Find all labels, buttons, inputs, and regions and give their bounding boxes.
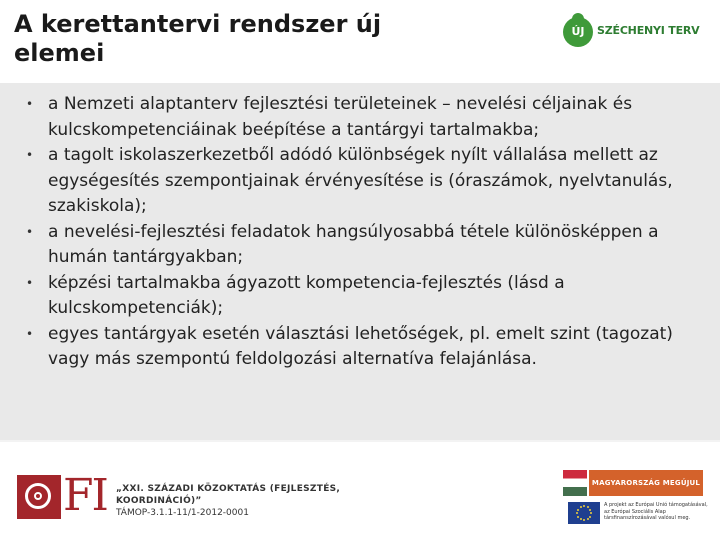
bullet-item [24, 322, 684, 373]
footer-divider [0, 440, 720, 442]
eu-star-icon [589, 509, 591, 511]
project-title-line1: „XXI. SZÁZADI KÖZOKTATÁS (FEJLESZTÉS, [116, 484, 341, 494]
szechenyi-terv-logo [563, 17, 700, 51]
eu-star-icon [577, 516, 579, 518]
eu-text-line: az Európai Szociális Alap [604, 508, 666, 515]
bullet-text: képzési tartalmakba ágyazott kompetencia-fejlesztés (lásd a kulcskompetenciák); [48, 272, 565, 318]
ofi-logo-letters: FI [63, 470, 107, 521]
ofi-logo [17, 470, 107, 521]
eu-star-icon [577, 509, 579, 511]
bullet-text: a nevelési-fejlesztési feladatok hangsúlyosabbá tétele különösképpen a humán tantárgyakban; [48, 221, 659, 267]
eu-funding-logo [568, 502, 708, 528]
slide-footer [0, 440, 720, 540]
ofi-logo-mark [17, 475, 61, 519]
szechenyi-uj-mark: ÚJ [563, 17, 593, 47]
slide-content [0, 83, 720, 440]
eu-text-line: A projekt az Európai Unió támogatásával, [604, 502, 708, 508]
hungarian-flag-icon [563, 470, 587, 496]
project-title-line2: KOORDINÁCIÓ)” [116, 496, 202, 506]
slide-title: A kerettantervi rendszer új elemei [14, 10, 382, 67]
bullet-icon: • [26, 326, 34, 341]
eu-star-icon [589, 516, 591, 518]
eu-star-icon [583, 505, 585, 507]
project-code: TÁMOP-3.1.1-11/1-2012-0001 [116, 508, 249, 518]
bullet-icon: • [26, 148, 34, 162]
bullet-text: egyes tantárgyak esetén választási lehetőségek, pl. emelt szint (tagozat) vagy más szempontú feldolgozási alternatíva felajánlása. [48, 323, 673, 369]
eu-star-icon [580, 518, 582, 520]
bullet-text: a tagolt iskolaszerkezetből adódó különbségek nyílt vállalása mellett az egységesítés szempontjainak érvényesítése is (óraszámok, nyelvtanulás, szakiskola); [48, 145, 673, 216]
eu-star-icon [576, 512, 578, 514]
eu-flag-icon [568, 502, 600, 524]
bullet-text: a Nemzeti alaptanterv fejlesztési területeinek – nevelési céljainak és kulcskompetenciáinak beépítése a tantárgyi tartalmakba; [48, 94, 633, 140]
bullet-icon: • [26, 97, 34, 111]
szechenyi-terv-label: SZÉCHENYI TERV [597, 24, 700, 37]
bullet-icon: • [26, 275, 34, 290]
eu-star-icon [590, 512, 592, 514]
bullet-item [24, 143, 684, 220]
bullet-item [24, 271, 684, 322]
ofi-circle-icon [25, 483, 51, 509]
bullet-item [24, 220, 684, 271]
magyarorszag-megujul-label: MAGYARORSZÁG MEGÚJUL [589, 470, 703, 496]
bullet-list [24, 92, 684, 373]
bullet-item [24, 92, 684, 143]
eu-star-icon [587, 506, 589, 508]
project-info [116, 483, 376, 519]
bullet-icon: • [26, 224, 34, 239]
eu-star-icon [583, 519, 585, 521]
magyarorszag-megujul-logo [563, 470, 705, 496]
eu-star-icon [580, 506, 582, 508]
eu-text-line: társfinanszírozásával valósul meg. [604, 515, 691, 521]
eu-funding-text [604, 502, 708, 522]
eu-star-icon [587, 518, 589, 520]
